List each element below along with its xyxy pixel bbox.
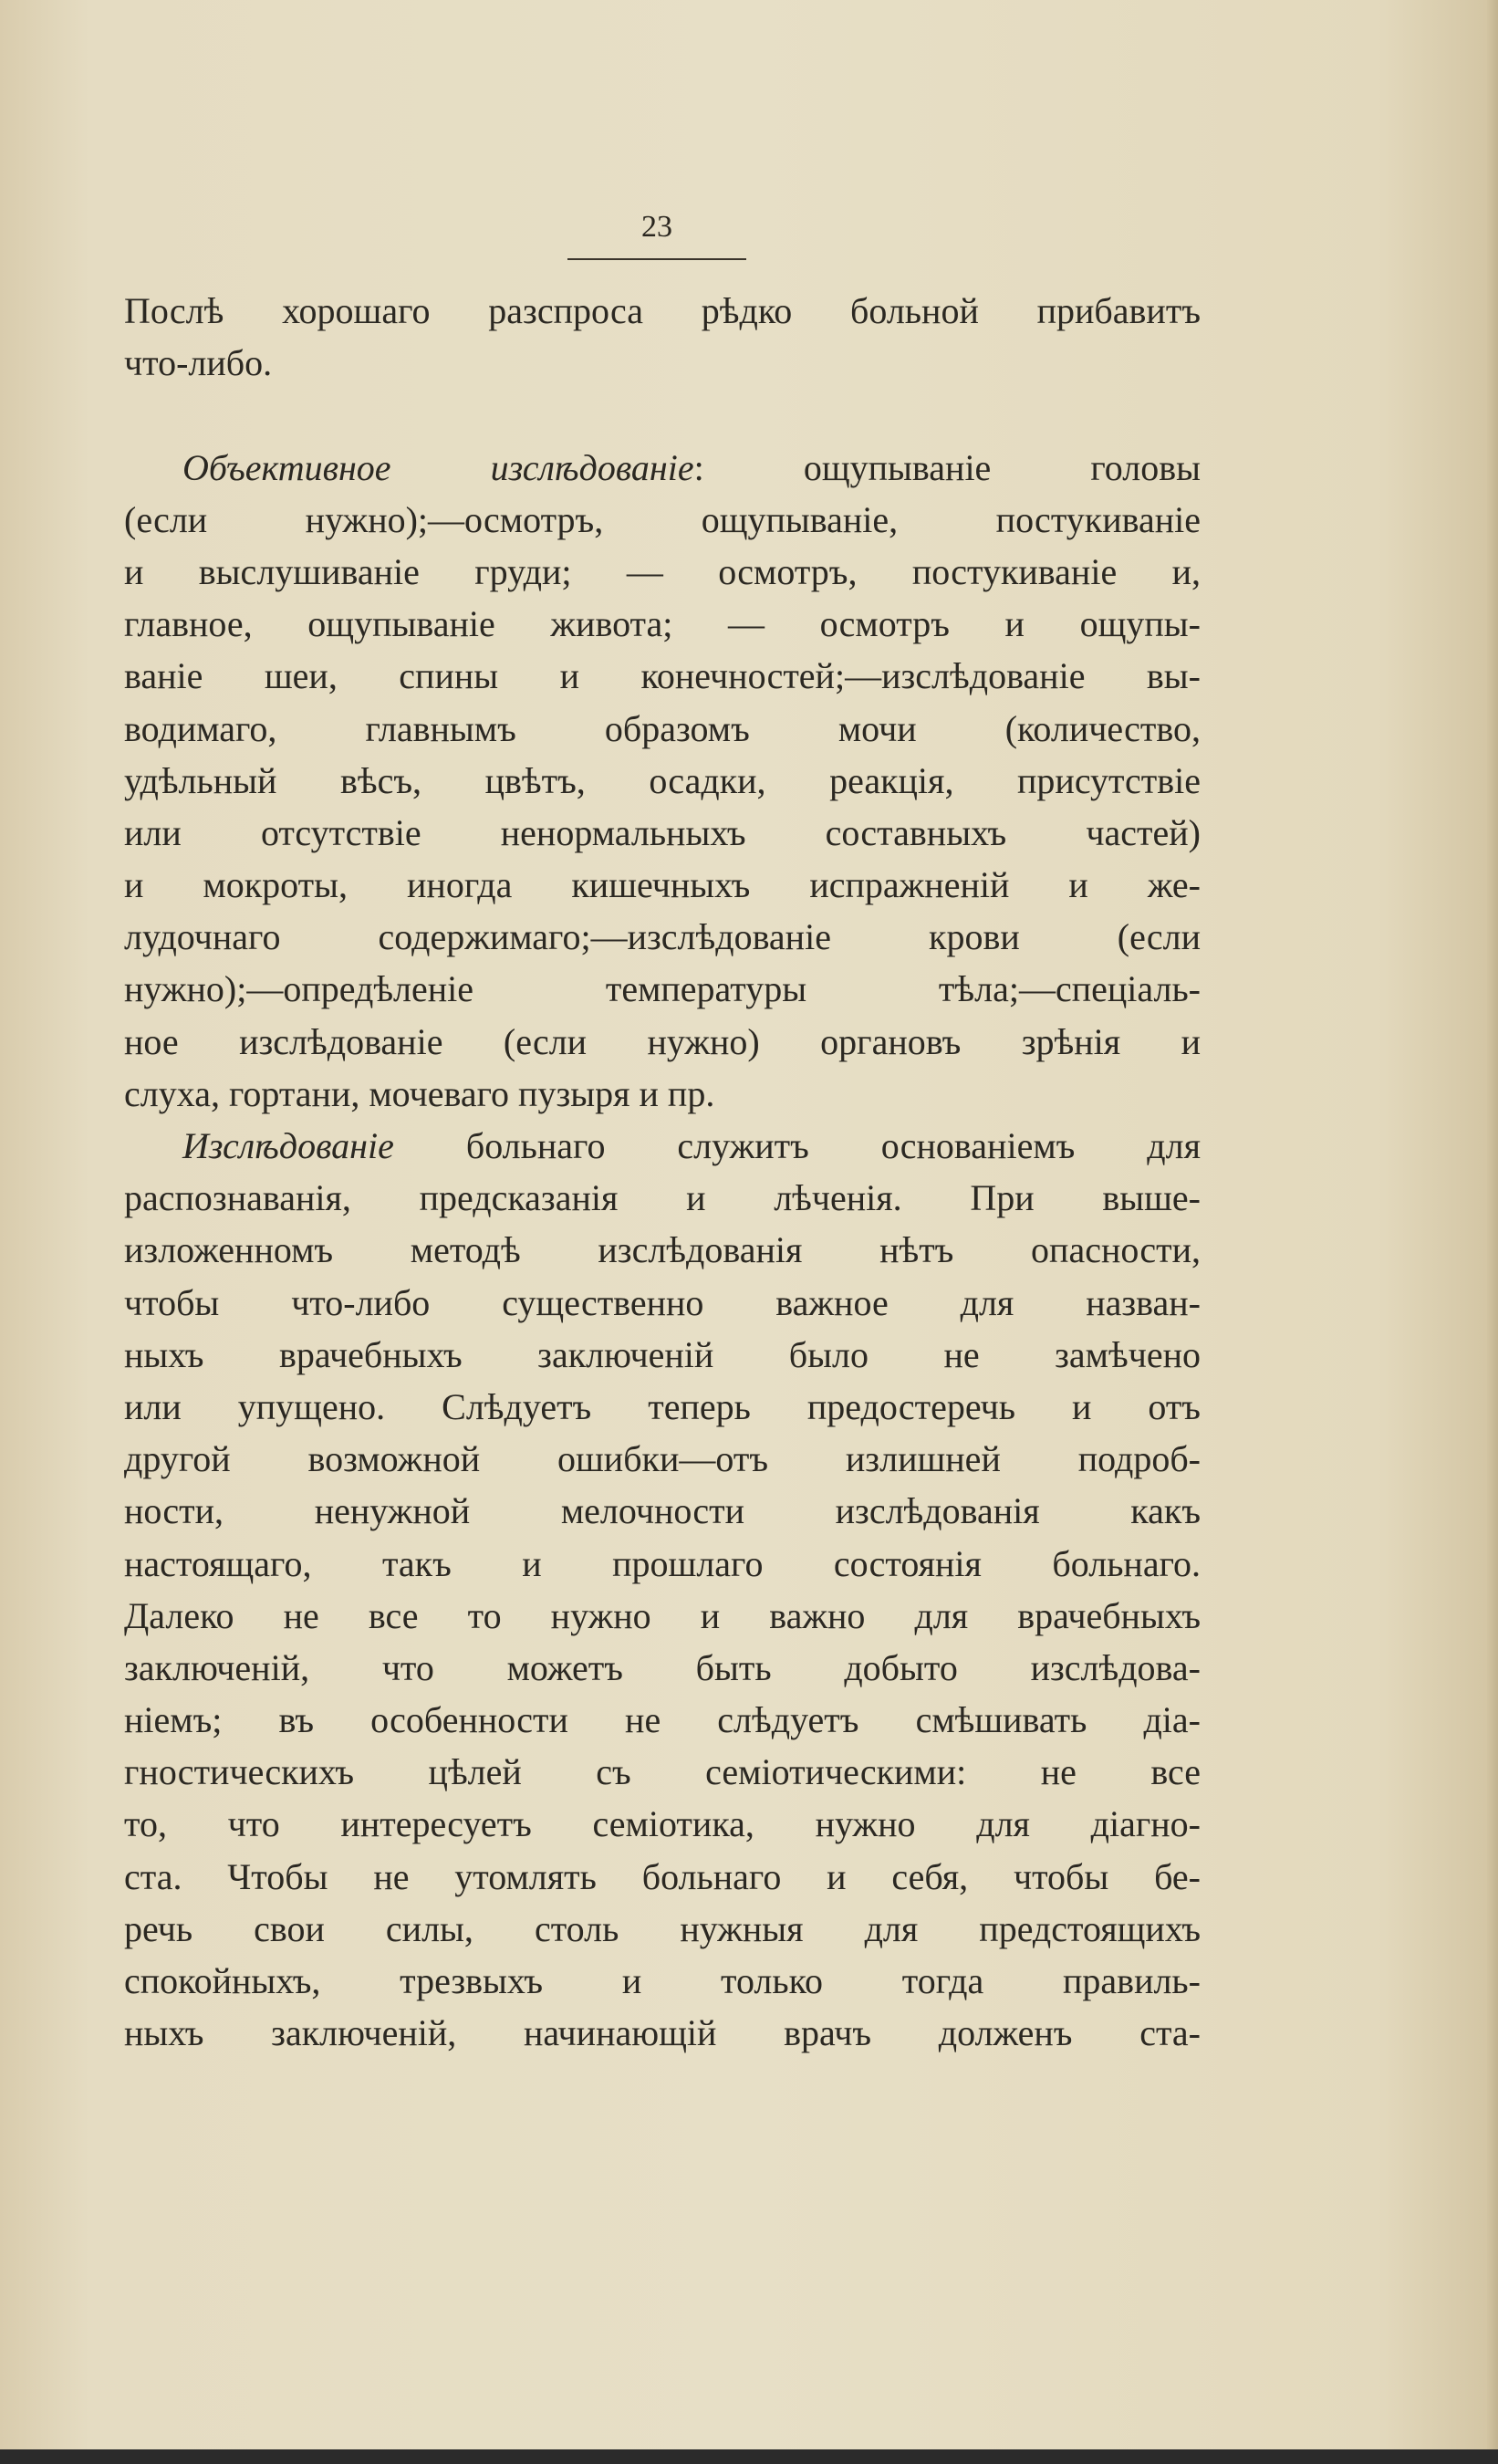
text-line: спокойныхъ, трезвыхъ и только тогда правиль- xyxy=(124,1960,1201,2001)
text-line: что-либо. xyxy=(124,342,273,384)
text-line: Послѣ хорошаго разспроса рѣдко больной прибавитъ xyxy=(124,290,1201,331)
text-line: нужно);—опредѣленіе температуры тѣла;—спеціаль- xyxy=(124,968,1201,1010)
text-line: лудочнаго содержимаго;—изслѣдованіе крови (если xyxy=(124,916,1201,958)
text-line: изложенномъ методѣ изслѣдованія нѣтъ опасности, xyxy=(124,1229,1201,1271)
text-line: или упущено. Слѣдуетъ теперь предостеречь и отъ xyxy=(124,1385,1201,1427)
text-line xyxy=(124,442,1201,494)
text-line: ста. Чтобы не утомлять больнаго и себя, чтобы бе- xyxy=(124,1855,1201,1897)
text-line: и выслушиваніе груди; — осмотръ, постукиваніе и, xyxy=(124,550,1201,592)
text-line: Далеко не все то нужно и важно для врачебныхъ xyxy=(124,1594,1201,1636)
paragraph-gap xyxy=(124,389,1201,441)
text-line: или отсутствіе ненормальныхъ составныхъ частей) xyxy=(124,811,1201,853)
text-line: заключеній, что можетъ быть добыто изслѣдова- xyxy=(124,1646,1201,1688)
text-line: ныхъ врачебныхъ заключеній было не замѣчено xyxy=(124,1333,1201,1375)
text-line: главное, ощупываніе живота; — осмотръ и ощупы- xyxy=(124,603,1201,645)
page-number-rule xyxy=(567,258,746,260)
text-line: (если нужно);—осмотръ, ощупываніе, постукиваніе xyxy=(124,498,1201,540)
text-line: гностическихъ цѣлей съ семіотическими: не все xyxy=(124,1751,1201,1793)
text-line: удѣльный вѣсъ, цвѣтъ, осадки, реакція, присутствіе xyxy=(124,759,1201,801)
text-line: настоящаго, такъ и прошлаго состоянія больнаго. xyxy=(124,1542,1201,1584)
body-text xyxy=(124,285,1201,2059)
text-run: : ощупываніе головы xyxy=(693,446,1202,488)
text-line: ваніе шеи, спины и конечностей;—изслѣдованіе вы- xyxy=(124,655,1201,697)
text-line: чтобы что-либо существенно важное для назван- xyxy=(124,1281,1201,1323)
text-line: ное изслѣдованіе (если нужно) органовъ зрѣнія и xyxy=(124,1020,1201,1062)
italic-heading: Изслѣдованіе xyxy=(182,1125,394,1166)
scan-bottom-edge xyxy=(0,2449,1498,2464)
text-run: больнаго служитъ основаніемъ для xyxy=(393,1125,1201,1166)
text-line: водимаго, главнымъ образомъ мочи (количество, xyxy=(124,707,1201,749)
text-line: распознаванія, предсказанія и лѣченія. При выше- xyxy=(124,1177,1201,1219)
text-line: другой возможной ошибки—отъ излишней подроб- xyxy=(124,1438,1201,1480)
text-line xyxy=(124,1120,1201,1172)
page-edge-shadow xyxy=(1487,0,1498,2464)
text-line: ности, ненужной мелочности изслѣдованія какъ xyxy=(124,1490,1201,1532)
text-line: речь свои силы, столь нужныя для предстоящихъ xyxy=(124,1907,1201,1949)
text-line: ніемъ; въ особенности не слѣдуетъ смѣшивать діа- xyxy=(124,1699,1201,1741)
text-line: и мокроты, иногда кишечныхъ испражненій и же- xyxy=(124,864,1201,906)
italic-heading: Объективное изслѣдованіе xyxy=(182,446,694,488)
text-line: ныхъ заключеній, начинающій врачъ долженъ ста- xyxy=(124,2012,1201,2054)
text-line: то, что интересуетъ семіотика, нужно для діагно- xyxy=(124,1803,1201,1845)
text-line: слуха, гортани, мочеваго пузыря и пр. xyxy=(124,1072,715,1114)
page-number: 23 xyxy=(641,210,672,244)
